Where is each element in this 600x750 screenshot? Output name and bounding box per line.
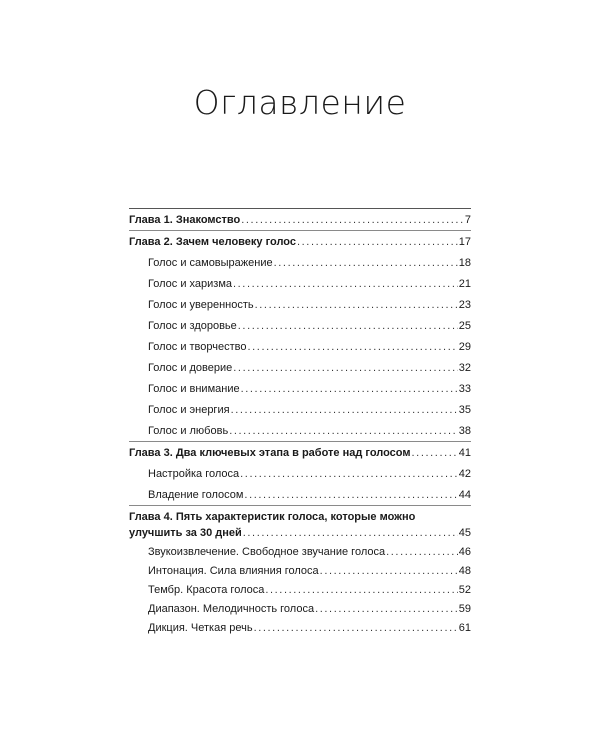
toc-entry-row[interactable] (129, 273, 471, 294)
toc-entry-row[interactable] (129, 252, 471, 273)
dot-leader (240, 468, 458, 481)
toc-entry-row[interactable] (129, 357, 471, 378)
page-number: 33 (458, 383, 471, 395)
dot-leader (255, 299, 458, 312)
entry-title: Диапазон. Мелодичность голоса (148, 603, 315, 615)
chapter-title-line-2: улучшить за 30 дней (129, 527, 242, 539)
page-number: 25 (458, 320, 471, 332)
toc-entry-row[interactable] (129, 399, 471, 420)
entry-title: Звукоизвлечение. Свободное звучание голоса (148, 546, 386, 558)
dot-leader (254, 622, 458, 635)
page-number: 32 (458, 362, 471, 374)
toc-entry-row[interactable] (129, 336, 471, 357)
toc-chapter-row[interactable] (129, 524, 471, 543)
entry-title: Дикция. Четкая речь (148, 622, 253, 634)
dot-leader (243, 527, 458, 540)
toc-entry-row[interactable] (129, 562, 471, 581)
chapter-title: Глава 3. Два ключевых этапа в работе над голосом (129, 447, 411, 459)
toc-chapter-3 (129, 441, 471, 505)
chapter-title: Глава 1. Знакомство (129, 214, 241, 226)
entry-title: Владение голосом (148, 489, 244, 501)
dot-leader (274, 257, 458, 270)
page-number: 7 (464, 214, 471, 226)
dot-leader (320, 565, 458, 578)
page-number: 23 (458, 299, 471, 311)
page-number: 52 (458, 584, 471, 596)
dot-leader (233, 278, 458, 291)
toc-entry-row[interactable] (129, 463, 471, 484)
entry-title: Голос и внимание (148, 383, 240, 395)
entry-title: Голос и любовь (148, 425, 229, 437)
dot-leader (229, 425, 458, 438)
toc-entry-row[interactable] (129, 581, 471, 600)
dot-leader (233, 362, 457, 375)
toc-chapter-2 (129, 230, 471, 441)
page-number: 29 (458, 341, 471, 353)
page-number: 18 (458, 257, 471, 269)
page-number: 44 (458, 489, 471, 501)
toc-entry-row[interactable] (129, 315, 471, 336)
page-number: 46 (458, 546, 471, 558)
page-number: 21 (458, 278, 471, 290)
entry-title: Голос и творчество (148, 341, 247, 353)
table-of-contents (129, 208, 471, 638)
page-number: 48 (458, 565, 471, 577)
entry-title: Голос и самовыражение (148, 257, 273, 269)
page-number: 42 (458, 468, 471, 480)
entry-title: Голос и харизма (148, 278, 232, 290)
page-number: 17 (458, 236, 471, 248)
toc-entry-row[interactable] (129, 378, 471, 399)
toc-entry-row[interactable] (129, 543, 471, 562)
toc-chapter-4 (129, 505, 471, 638)
entry-title: Голос и энергия (148, 404, 230, 416)
dot-leader (297, 236, 458, 249)
toc-entry-row[interactable] (129, 420, 471, 441)
dot-leader (241, 214, 464, 227)
dot-leader (241, 383, 458, 396)
dot-leader (315, 603, 458, 616)
entry-title: Голос и доверие (148, 362, 233, 374)
page-number: 41 (458, 447, 471, 459)
toc-entry-row[interactable] (129, 600, 471, 619)
entry-title: Голос и уверенность (148, 299, 254, 311)
page-number: 61 (458, 622, 471, 634)
dot-leader (265, 584, 457, 597)
entry-title: Тембр. Красота голоса (148, 584, 265, 596)
toc-entry-row[interactable] (129, 484, 471, 505)
toc-chapter-row[interactable] (129, 209, 471, 230)
toc-chapter-row[interactable] (129, 442, 471, 463)
dot-leader (412, 447, 458, 460)
entry-title: Интонация. Сила влияния голоса (148, 565, 319, 577)
chapter-title-line-1[interactable]: Глава 4. Пять характеристик голоса, которые можно (129, 511, 416, 523)
page-number: 35 (458, 404, 471, 416)
entry-title: Голос и здоровье (148, 320, 237, 332)
entry-title: Настройка голоса (148, 468, 240, 480)
dot-leader (238, 320, 458, 333)
toc-chapter-1 (129, 208, 471, 230)
dot-leader (244, 489, 457, 502)
dot-leader (231, 404, 458, 417)
toc-entry-row[interactable] (129, 294, 471, 315)
toc-chapter-row[interactable] (129, 231, 471, 252)
page-number: 45 (458, 527, 471, 539)
dot-leader (248, 341, 458, 354)
page-title: Оглавление (193, 83, 407, 122)
toc-entry-row[interactable] (129, 619, 471, 638)
chapter-title: Глава 2. Зачем человеку голос (129, 236, 296, 248)
page-number: 59 (458, 603, 471, 615)
page-number: 38 (458, 425, 471, 437)
dot-leader (386, 546, 458, 559)
